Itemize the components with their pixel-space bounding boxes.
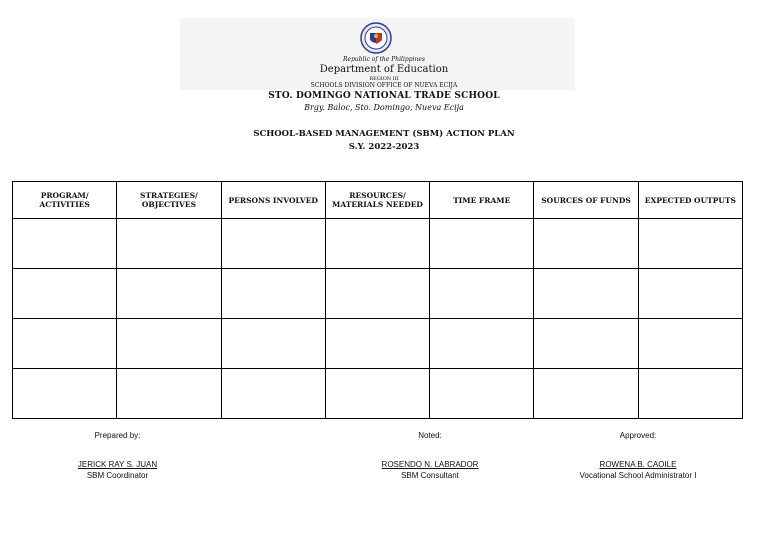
school-address: Brgy. Baloc, Sto. Domingo, Nueva Ecija bbox=[304, 103, 464, 112]
table-row bbox=[13, 269, 743, 319]
noted-by-block bbox=[360, 431, 500, 480]
column-header: STRATEGIES/ OBJECTIVES bbox=[117, 182, 221, 219]
school-year: S.Y. 2022-2023 bbox=[348, 142, 420, 152]
table-row bbox=[13, 219, 743, 269]
column-header: PROGRAM/ ACTIVITIES bbox=[13, 182, 117, 219]
deped-seal-icon bbox=[360, 22, 392, 54]
table-row bbox=[13, 319, 743, 369]
table-cell bbox=[325, 319, 429, 369]
table-cell bbox=[534, 319, 638, 369]
table-cell bbox=[638, 269, 742, 319]
table-cell bbox=[117, 319, 221, 369]
approved-by-role: Vocational School Administrator I bbox=[579, 471, 697, 480]
table-cell bbox=[534, 369, 638, 419]
noted-by-name: ROSENDO N. LABRADOR bbox=[381, 460, 479, 469]
prepared-by-label: Prepared by: bbox=[94, 431, 141, 440]
table-cell bbox=[430, 319, 534, 369]
column-header: RESOURCES/ MATERIALS NEEDED bbox=[325, 182, 429, 219]
prepared-by-name: JERICK RAY S. JUAN bbox=[77, 460, 158, 469]
table-row bbox=[13, 369, 743, 419]
school-name: STO. DOMINGO NATIONAL TRADE SCHOOL bbox=[268, 91, 500, 101]
table-cell bbox=[13, 369, 117, 419]
approved-by-block bbox=[548, 431, 728, 480]
column-header: SOURCES OF FUNDS bbox=[534, 182, 638, 219]
table-cell bbox=[638, 219, 742, 269]
department-name: Department of Education bbox=[319, 64, 449, 75]
table-cell bbox=[117, 269, 221, 319]
table-cell bbox=[13, 319, 117, 369]
table-cell bbox=[638, 319, 742, 369]
approved-by-label: Approved: bbox=[619, 431, 657, 440]
table-cell bbox=[221, 269, 325, 319]
republic-line: Republic of the Philippines bbox=[343, 56, 425, 63]
column-header: PERSONS INVOLVED bbox=[221, 182, 325, 219]
table-cell bbox=[638, 369, 742, 419]
table-cell bbox=[430, 219, 534, 269]
table-cell bbox=[534, 269, 638, 319]
action-plan-table bbox=[12, 181, 743, 419]
table-cell bbox=[221, 369, 325, 419]
table-cell bbox=[221, 219, 325, 269]
column-header: TIME FRAME bbox=[430, 182, 534, 219]
column-header: EXPECTED OUTPUTS bbox=[638, 182, 742, 219]
document-title: SCHOOL-BASED MANAGEMENT (SBM) ACTION PLAN bbox=[253, 129, 515, 139]
table-cell bbox=[325, 369, 429, 419]
division-line: SCHOOLS DIVISION OFFICE OF NUEVA ECIJA bbox=[310, 82, 458, 89]
table-cell bbox=[534, 219, 638, 269]
noted-by-label: Noted: bbox=[418, 431, 442, 440]
table-cell bbox=[430, 369, 534, 419]
noted-by-role: SBM Consultant bbox=[401, 471, 459, 480]
table-cell bbox=[430, 269, 534, 319]
prepared-by-role: SBM Coordinator bbox=[86, 471, 149, 480]
table-cell bbox=[221, 319, 325, 369]
approved-by-name: ROWENA B. CAOILE bbox=[599, 460, 677, 469]
table-header-row bbox=[13, 182, 743, 219]
table-cell bbox=[325, 219, 429, 269]
table-cell bbox=[325, 269, 429, 319]
prepared-by-block bbox=[50, 431, 185, 480]
region-line: REGION III bbox=[369, 76, 399, 82]
table-cell bbox=[117, 369, 221, 419]
table-cell bbox=[13, 269, 117, 319]
table-cell bbox=[13, 219, 117, 269]
table-cell bbox=[117, 219, 221, 269]
